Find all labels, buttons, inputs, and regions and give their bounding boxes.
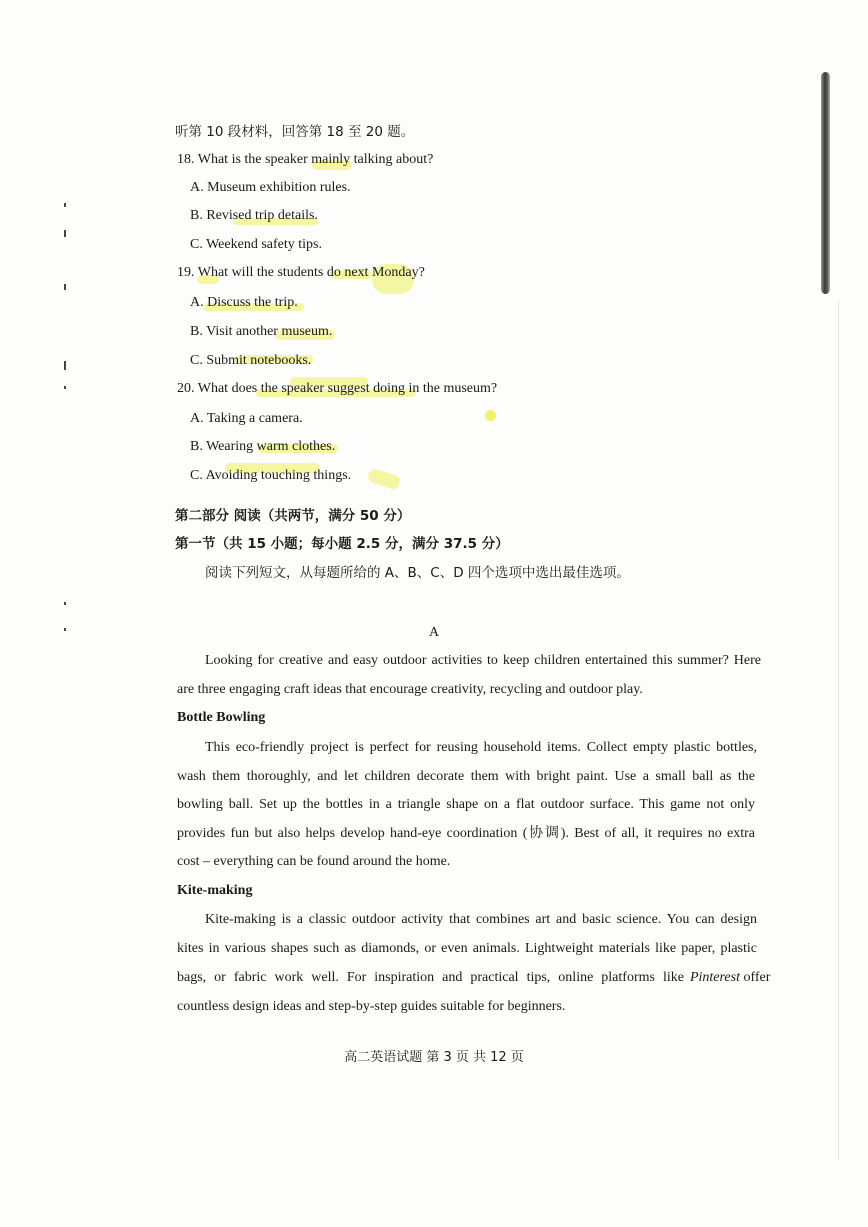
answer-option: A. Taking a camera. bbox=[190, 411, 303, 426]
margin-mark bbox=[64, 602, 66, 605]
answer-option: B. Revised trip details. bbox=[190, 208, 318, 223]
page-edge-line bbox=[838, 300, 839, 1160]
margin-mark bbox=[64, 284, 66, 290]
passage-text-segment: offer bbox=[743, 970, 771, 985]
vertical-scrollbar[interactable] bbox=[821, 72, 830, 294]
passage-text-line: are three engaging craft ideas that encourage creativity, recycling and outdoor play. bbox=[177, 682, 643, 697]
margin-mark bbox=[64, 230, 66, 237]
question-stem: 19. What will the students do next Monday? bbox=[177, 265, 425, 280]
section-heading: Kite-making bbox=[177, 883, 253, 898]
passage-text-line: Looking for creative and easy outdoor activities to keep children entertained this summer? Here bbox=[205, 653, 761, 668]
passage-text-line: bowling ball. Set up the bottles in a triangle shape on a flat outdoor surface. This game not only bbox=[177, 797, 755, 812]
passage-text-line: This eco-friendly project is perfect for reusing household items. Collect empty plastic bottles, bbox=[205, 740, 757, 755]
reading-instruction: 阅读下列短文，从每题所给的 A、B、C、D 四个选项中选出最佳选项。 bbox=[205, 565, 630, 581]
passage-text-line: wash them thoroughly, and let children decorate them with bright paint. Use a small ball as the bbox=[177, 769, 755, 784]
section-intro: 听第 10 段材料，回答第 18 至 20 题。 bbox=[175, 124, 415, 140]
margin-mark bbox=[64, 361, 66, 370]
question-stem: 18. What is the speaker mainly talking about? bbox=[177, 152, 434, 167]
passage-letter: A bbox=[428, 625, 440, 640]
section-one-title: 第一节（共 15 小题；每小题 2.5 分，满分 37.5 分） bbox=[175, 536, 509, 552]
margin-mark bbox=[64, 386, 66, 389]
margin-mark bbox=[64, 203, 66, 207]
highlight-mark bbox=[367, 467, 402, 490]
highlight-dot bbox=[485, 410, 496, 421]
page-footer: 高二英语试题 第 3 页 共 12 页 bbox=[344, 1050, 524, 1065]
passage-text-line: Kite-making is a classic outdoor activity that combines art and basic science. You can design bbox=[205, 912, 757, 927]
answer-option: B. Visit another museum. bbox=[190, 324, 333, 339]
part-two-title: 第二部分 阅读（共两节，满分 50 分） bbox=[175, 508, 411, 524]
answer-option: A. Discuss the trip. bbox=[190, 295, 298, 310]
section-heading: Bottle Bowling bbox=[177, 710, 266, 725]
italic-term: Pinterest bbox=[689, 970, 740, 985]
answer-option: C. Submit notebooks. bbox=[190, 353, 312, 368]
answer-option: C. Avoiding touching things. bbox=[190, 468, 352, 483]
answer-option: C. Weekend safety tips. bbox=[190, 237, 322, 252]
passage-text-line: provides fun but also helps develop hand-eye coordination (协调). Best of all, it requires no extra bbox=[177, 826, 755, 841]
answer-option: A. Museum exhibition rules. bbox=[190, 180, 351, 195]
question-stem: 20. What does the speaker suggest doing in the museum? bbox=[177, 381, 498, 396]
passage-text-line bbox=[177, 969, 771, 987]
answer-option: B. Wearing warm clothes. bbox=[190, 439, 336, 454]
passage-text-line: cost – everything can be found around the home. bbox=[177, 854, 451, 869]
passage-text-line: kites in various shapes such as diamonds, or even animals. Lightweight materials like paper, plastic bbox=[177, 941, 757, 956]
passage-text-segment bbox=[690, 969, 770, 987]
passage-text-segment: bags, or fabric work well. For inspiration and practical tips, online platforms like bbox=[177, 970, 684, 985]
passage-text-line: countless design ideas and step-by-step guides suitable for beginners. bbox=[177, 999, 566, 1014]
